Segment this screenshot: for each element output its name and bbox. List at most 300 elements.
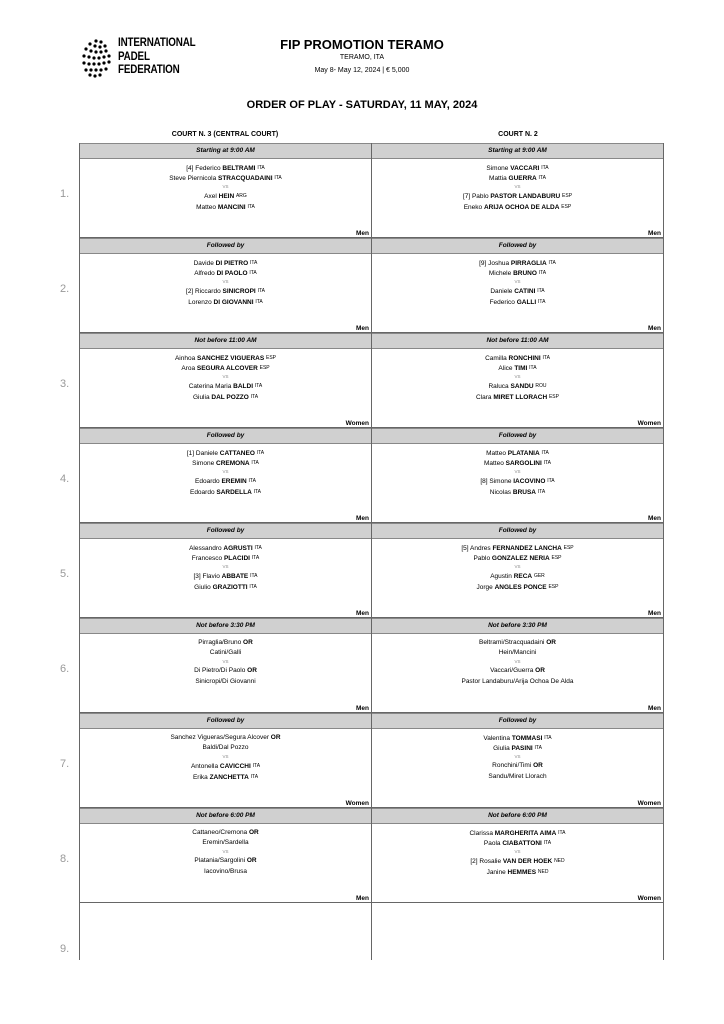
player-first-name: Pirraglia/Bruno <box>198 639 244 646</box>
category-label: Men <box>356 325 369 332</box>
player-last-name: AGRUSTI <box>223 545 253 552</box>
match-lines <box>80 448 371 497</box>
player-first-name: Mattia <box>489 175 509 183</box>
country-code: ITA <box>249 260 258 266</box>
vs-label: VS <box>514 849 521 855</box>
player-first-name: Iacovino/Brusa <box>204 867 247 875</box>
player-first-name: Raluca <box>488 383 511 391</box>
match-lines <box>372 448 663 497</box>
player-first-name: Alice <box>498 365 515 373</box>
player-line <box>80 163 371 173</box>
match-lines <box>80 163 371 212</box>
player-last-name: PIRRAGLIA <box>510 260 547 267</box>
vs-label: VS <box>514 469 521 475</box>
player-first-name: Michele <box>488 270 514 278</box>
player-first-name: Janine <box>486 868 508 876</box>
player-first-name: Edoardo <box>189 488 217 496</box>
player-first-name: Cattaneo/Cremona <box>192 829 249 836</box>
country-code: ESP <box>259 365 270 372</box>
player-last-name: BELTRAMI <box>222 165 256 172</box>
player-line <box>80 571 371 581</box>
category-label: Men <box>648 705 661 712</box>
player-last-name: PLACIDI <box>223 555 250 563</box>
country-code: ITA <box>537 488 546 495</box>
player-line <box>80 202 371 212</box>
player-last-name: CAVICCHI <box>219 763 251 771</box>
country-code: ESP <box>548 583 559 590</box>
match-lines <box>372 638 663 687</box>
country-code: ITA <box>250 573 258 580</box>
player-line <box>372 448 663 458</box>
vs-label: VS <box>222 849 229 855</box>
player-last-name: DI PIETRO <box>215 260 249 267</box>
player-last-name: EREMIN <box>221 478 247 486</box>
country-code: ITA <box>251 460 259 467</box>
player-first-name: [9] Joshua <box>479 260 511 267</box>
match-cell <box>372 523 663 618</box>
player-line <box>80 761 371 771</box>
country-code: ITA <box>529 365 537 372</box>
player-first-name: [5] Andres <box>461 545 493 552</box>
player-line <box>372 286 663 296</box>
player-line <box>80 487 371 497</box>
player-line <box>80 476 371 486</box>
player-first-name: Jorge <box>476 583 495 591</box>
country-code: ESP <box>551 555 562 562</box>
player-line <box>80 363 371 373</box>
time-band: Followed by <box>80 713 371 729</box>
player-last-name: MARGHERITA AIMA <box>494 830 557 837</box>
player-last-name: VACCARI <box>510 165 540 172</box>
court-header-right: COURT N. 2 <box>498 131 538 138</box>
player-last-name: TOMMASI <box>511 735 543 742</box>
player-line <box>80 458 371 468</box>
player-first-name: Lorenzo <box>188 298 214 306</box>
category-label: Men <box>356 610 369 617</box>
player-line <box>372 268 663 278</box>
player-last-name: ZANCHETTA <box>209 773 249 781</box>
country-code: ITA <box>541 165 549 171</box>
player-last-name: CIABATTONI <box>502 840 542 848</box>
player-line <box>80 838 371 848</box>
time-band: Not before 3:30 PM <box>80 618 371 634</box>
category-label: Men <box>648 610 661 617</box>
player-line <box>80 543 371 553</box>
schedule-grid <box>79 143 664 960</box>
player-first-name: Agustin <box>490 573 514 581</box>
logo-line: FEDERATION <box>118 62 180 76</box>
player-line <box>372 838 663 848</box>
player-line <box>80 353 371 363</box>
match-lines <box>80 353 371 402</box>
player-line <box>372 487 663 497</box>
country-code: ITA <box>543 460 552 467</box>
match-cell <box>80 143 371 238</box>
player-last-name: GRAZIOTTI <box>212 583 248 591</box>
player-last-name: SEGURA ALCOVER <box>196 365 258 373</box>
logo-line: PADEL <box>118 48 150 63</box>
player-first-name: Ronchini/Timi <box>492 762 534 770</box>
player-line <box>80 867 371 877</box>
player-first-name: Simone <box>192 460 217 468</box>
match-lines <box>372 733 663 782</box>
player-line <box>372 163 663 173</box>
player-first-name: Clarissa <box>469 830 495 837</box>
match-cell <box>372 143 663 238</box>
time-band: Followed by <box>80 428 371 444</box>
player-line <box>372 202 663 212</box>
player-last-name: SARDELLA <box>216 488 252 496</box>
vs-label: VS <box>222 564 229 570</box>
player-first-name: [8] Simone <box>480 478 514 486</box>
player-first-name: Nicolas <box>489 488 513 496</box>
player-last-name: CREMONA <box>216 460 250 468</box>
vs-label: VS <box>514 754 521 760</box>
player-first-name: Clara <box>476 393 494 401</box>
player-last-name: CATINI <box>514 288 536 296</box>
player-last-name: FERNANDEZ LANCHA <box>492 545 562 552</box>
player-last-name: OR <box>246 857 257 865</box>
player-line <box>372 828 663 838</box>
player-first-name: Beltrami/Stracquadaini <box>479 639 547 646</box>
tournament-title: FIP PROMOTION TERAMO <box>280 37 444 52</box>
player-last-name: SANDU <box>510 383 534 391</box>
category-label: Men <box>356 515 369 522</box>
time-band: Followed by <box>372 523 663 539</box>
player-first-name: Erika <box>192 773 210 781</box>
player-first-name: Platania/Sargolini <box>194 857 247 865</box>
player-first-name: Davide <box>193 260 216 267</box>
country-code: ITA <box>534 745 542 752</box>
player-line <box>80 733 371 743</box>
grid-border <box>663 143 664 960</box>
player-line <box>372 297 663 307</box>
player-line <box>372 191 663 201</box>
player-first-name: Camilla <box>485 355 509 362</box>
country-code: ESP <box>563 545 574 551</box>
player-line <box>372 743 663 753</box>
country-code: ITA <box>544 735 552 741</box>
player-first-name: Vaccari/Guerra <box>490 667 536 675</box>
vs-label: VS <box>222 374 229 380</box>
match-cell <box>80 428 371 523</box>
vs-label: VS <box>222 184 229 190</box>
country-code: ESP <box>562 193 573 200</box>
player-first-name: [3] Flavio <box>193 573 222 581</box>
player-line <box>372 363 663 373</box>
vs-label: VS <box>514 184 521 190</box>
player-last-name: MIRET LLORACH <box>493 393 548 401</box>
country-code: NED <box>537 868 549 875</box>
time-band: Starting at 9:00 AM <box>372 143 663 159</box>
player-first-name: Matteo <box>483 460 506 468</box>
time-band: Followed by <box>80 238 371 254</box>
player-last-name: TIMI <box>514 365 528 373</box>
player-line <box>80 191 371 201</box>
player-line <box>372 666 663 676</box>
player-last-name: OR <box>533 762 543 770</box>
player-last-name: OR <box>248 829 259 836</box>
country-code: ARG <box>235 193 247 200</box>
time-band: Starting at 9:00 AM <box>80 143 371 159</box>
player-last-name: BALDI <box>233 383 254 391</box>
row-number: 3. <box>60 378 70 390</box>
player-last-name: OR <box>535 667 545 675</box>
player-last-name: GONZALEZ NERIA <box>491 555 550 563</box>
country-code: ITA <box>247 203 255 210</box>
match-cell <box>80 333 371 428</box>
player-line <box>372 638 663 648</box>
vs-label: VS <box>514 659 521 665</box>
time-band: Followed by <box>372 713 663 729</box>
time-band: Followed by <box>80 523 371 539</box>
player-first-name: Steve Piernicola <box>169 175 218 183</box>
vs-label: VS <box>222 659 229 665</box>
player-last-name: MANCINI <box>217 203 246 211</box>
time-band: Not before 3:30 PM <box>372 618 663 634</box>
country-code: ITA <box>558 830 566 836</box>
country-code: ITA <box>254 545 262 551</box>
player-first-name: Matteo <box>196 203 218 211</box>
player-first-name: Federico <box>489 298 517 306</box>
player-line <box>80 268 371 278</box>
player-last-name: OR <box>270 734 281 741</box>
category-label: Men <box>648 515 661 522</box>
player-line <box>80 856 371 866</box>
time-band: Not before 11:00 AM <box>80 333 371 349</box>
match-cell <box>372 333 663 428</box>
country-code: ITA <box>256 450 265 456</box>
player-last-name: ANGLES PONCE <box>494 583 547 591</box>
player-last-name: IACOVINO <box>513 478 546 486</box>
player-first-name: Giulio <box>194 583 213 591</box>
row-number: 5. <box>60 568 70 580</box>
player-line <box>372 476 663 486</box>
player-first-name: Catini/Galli <box>209 649 242 657</box>
player-first-name: Pastor Landaburu/Arija Ochoa De Alda <box>461 677 574 685</box>
player-line <box>372 381 663 391</box>
category-label: Men <box>648 325 661 332</box>
player-last-name: OR <box>247 667 257 675</box>
match-lines <box>80 543 371 592</box>
country-code: ESP <box>266 355 277 361</box>
country-code: ITA <box>250 393 259 400</box>
time-band: Followed by <box>372 428 663 444</box>
player-last-name: GUERRA <box>508 175 537 183</box>
player-line <box>80 638 371 648</box>
player-first-name: Sanchez Vigueras/Segura Alcover <box>170 734 271 741</box>
country-code: ITA <box>541 450 549 456</box>
player-line <box>372 458 663 468</box>
player-line <box>372 867 663 877</box>
player-first-name: [1] Daniele <box>186 450 220 457</box>
player-line <box>372 733 663 743</box>
row-divider <box>79 902 664 903</box>
player-line <box>372 648 663 658</box>
player-line <box>80 666 371 676</box>
player-line <box>372 677 663 687</box>
player-first-name: Hein/Mancini <box>498 649 537 657</box>
player-line <box>80 173 371 183</box>
player-last-name: BRUNO <box>513 270 537 278</box>
match-lines <box>80 733 371 782</box>
player-last-name: SANCHEZ VIGUERAS <box>197 355 265 362</box>
row-number: 9. <box>60 943 70 955</box>
country-code: ITA <box>538 270 547 277</box>
match-cell <box>80 618 371 713</box>
player-first-name: [2] Riccardo <box>186 288 223 296</box>
country-code: ITA <box>547 478 555 485</box>
country-code: ITA <box>538 298 546 305</box>
player-last-name: BRUSA <box>512 488 536 496</box>
player-line <box>372 571 663 581</box>
player-first-name: Eremin/Sardella <box>202 839 249 847</box>
country-code: ITA <box>251 555 260 562</box>
player-first-name: Di Pietro/Di Paolo <box>194 667 248 675</box>
country-code: ITA <box>542 355 550 361</box>
player-last-name: ARIJA OCHOA DE ALDA <box>483 203 560 211</box>
match-cell <box>80 808 371 903</box>
row-number: 8. <box>60 853 70 865</box>
player-first-name: Edoardo <box>195 478 222 486</box>
vs-label: VS <box>222 279 229 285</box>
country-code: ITA <box>249 270 257 277</box>
row-number: 6. <box>60 663 70 675</box>
match-lines <box>372 163 663 212</box>
player-line <box>80 582 371 592</box>
match-lines <box>372 828 663 877</box>
country-code: ITA <box>254 383 263 390</box>
player-line <box>372 353 663 363</box>
vs-label: VS <box>514 564 521 570</box>
country-code: NED <box>554 858 565 865</box>
player-line <box>80 381 371 391</box>
player-first-name: [2] Rosalie <box>470 858 503 866</box>
player-line <box>80 553 371 563</box>
player-line <box>80 743 371 753</box>
player-first-name: Pablo <box>473 555 492 563</box>
vs-label: VS <box>514 279 521 285</box>
category-label: Men <box>356 705 369 712</box>
match-lines <box>372 543 663 592</box>
match-cell <box>80 238 371 333</box>
court-header-left: COURT N. 3 (CENTRAL COURT) <box>171 131 279 138</box>
country-code: ITA <box>248 478 256 485</box>
player-first-name: Francesco <box>191 555 224 563</box>
player-line <box>80 392 371 402</box>
country-code: ITA <box>252 763 261 770</box>
time-band: Not before 11:00 AM <box>372 333 663 349</box>
player-first-name: Antonella <box>190 763 220 771</box>
row-number: 1. <box>60 188 70 200</box>
player-last-name: OR <box>243 639 253 646</box>
match-lines <box>372 258 663 307</box>
player-first-name: Eneko <box>463 203 484 211</box>
logo-line: INTERNATIONAL <box>118 35 196 49</box>
tournament-dates: May 8- May 12, 2024 | € 5,000 <box>314 67 410 74</box>
match-cell <box>372 618 663 713</box>
vs-label: VS <box>222 754 229 760</box>
player-last-name: VAN DER HOEK <box>502 858 553 866</box>
player-first-name: Baldi/Dal Pozzo <box>202 744 249 752</box>
player-last-name: ABBATE <box>221 573 249 581</box>
player-last-name: SINICROPI <box>222 288 256 296</box>
category-label: Women <box>345 800 369 807</box>
match-cell <box>372 713 663 808</box>
order-of-play-title: ORDER OF PLAY - SATURDAY, 11 MAY, 2024 <box>246 99 478 111</box>
player-line <box>80 286 371 296</box>
country-code: ITA <box>257 288 265 295</box>
time-band: Not before 6:00 PM <box>80 808 371 824</box>
player-first-name: [7] Pablo <box>462 193 491 201</box>
country-code: ITA <box>249 583 257 590</box>
player-line <box>80 772 371 782</box>
row-number: 7. <box>60 758 70 770</box>
vs-label: VS <box>514 374 521 380</box>
player-last-name: PASTOR LANDABURU <box>490 193 561 201</box>
player-last-name: PASINI <box>511 745 533 753</box>
player-last-name: GALLI <box>516 298 537 306</box>
category-label: Women <box>345 420 369 427</box>
player-first-name: Caterina Maria <box>188 383 234 391</box>
country-code: ITA <box>255 298 263 305</box>
player-last-name: RONCHINI <box>508 355 541 362</box>
country-code: ITA <box>257 165 265 171</box>
match-lines <box>80 258 371 307</box>
player-line <box>80 297 371 307</box>
category-label: Men <box>648 230 661 237</box>
player-last-name: DI PAOLO <box>216 270 248 278</box>
country-code: ITA <box>274 175 282 182</box>
player-first-name: Alfredo <box>194 270 217 278</box>
player-first-name: [4] Federico <box>186 165 223 172</box>
country-code: ITA <box>253 488 261 495</box>
country-code: ITA <box>548 260 556 266</box>
player-first-name: Ainhoa <box>174 355 198 362</box>
match-cell <box>80 713 371 808</box>
country-code: ITA <box>538 175 546 182</box>
player-first-name: Matteo <box>486 450 508 457</box>
country-code: ITA <box>543 840 552 847</box>
category-label: Men <box>356 895 369 902</box>
category-label: Men <box>356 230 369 237</box>
vs-label: VS <box>222 469 229 475</box>
player-first-name: Simone <box>486 165 511 172</box>
time-band: Not before 6:00 PM <box>372 808 663 824</box>
match-cell <box>372 238 663 333</box>
match-cell <box>80 523 371 618</box>
match-lines <box>372 353 663 402</box>
player-first-name: Daniele <box>490 288 515 296</box>
country-code: GER <box>533 573 545 580</box>
player-line <box>372 543 663 553</box>
player-line <box>372 761 663 771</box>
row-number: 4. <box>60 473 70 485</box>
player-line <box>372 553 663 563</box>
match-cell <box>372 428 663 523</box>
player-last-name: SARGOLINI <box>505 460 542 468</box>
country-code: ROU <box>535 383 547 390</box>
player-last-name: CATTANEO <box>219 450 255 457</box>
player-first-name: Paola <box>483 840 503 848</box>
player-line <box>372 856 663 866</box>
row-number: 2. <box>60 283 70 295</box>
player-line <box>80 448 371 458</box>
player-last-name: STRACQUADAINI <box>218 175 273 183</box>
country-code: ITA <box>537 288 545 295</box>
player-line <box>372 173 663 183</box>
player-last-name: OR <box>546 639 556 646</box>
